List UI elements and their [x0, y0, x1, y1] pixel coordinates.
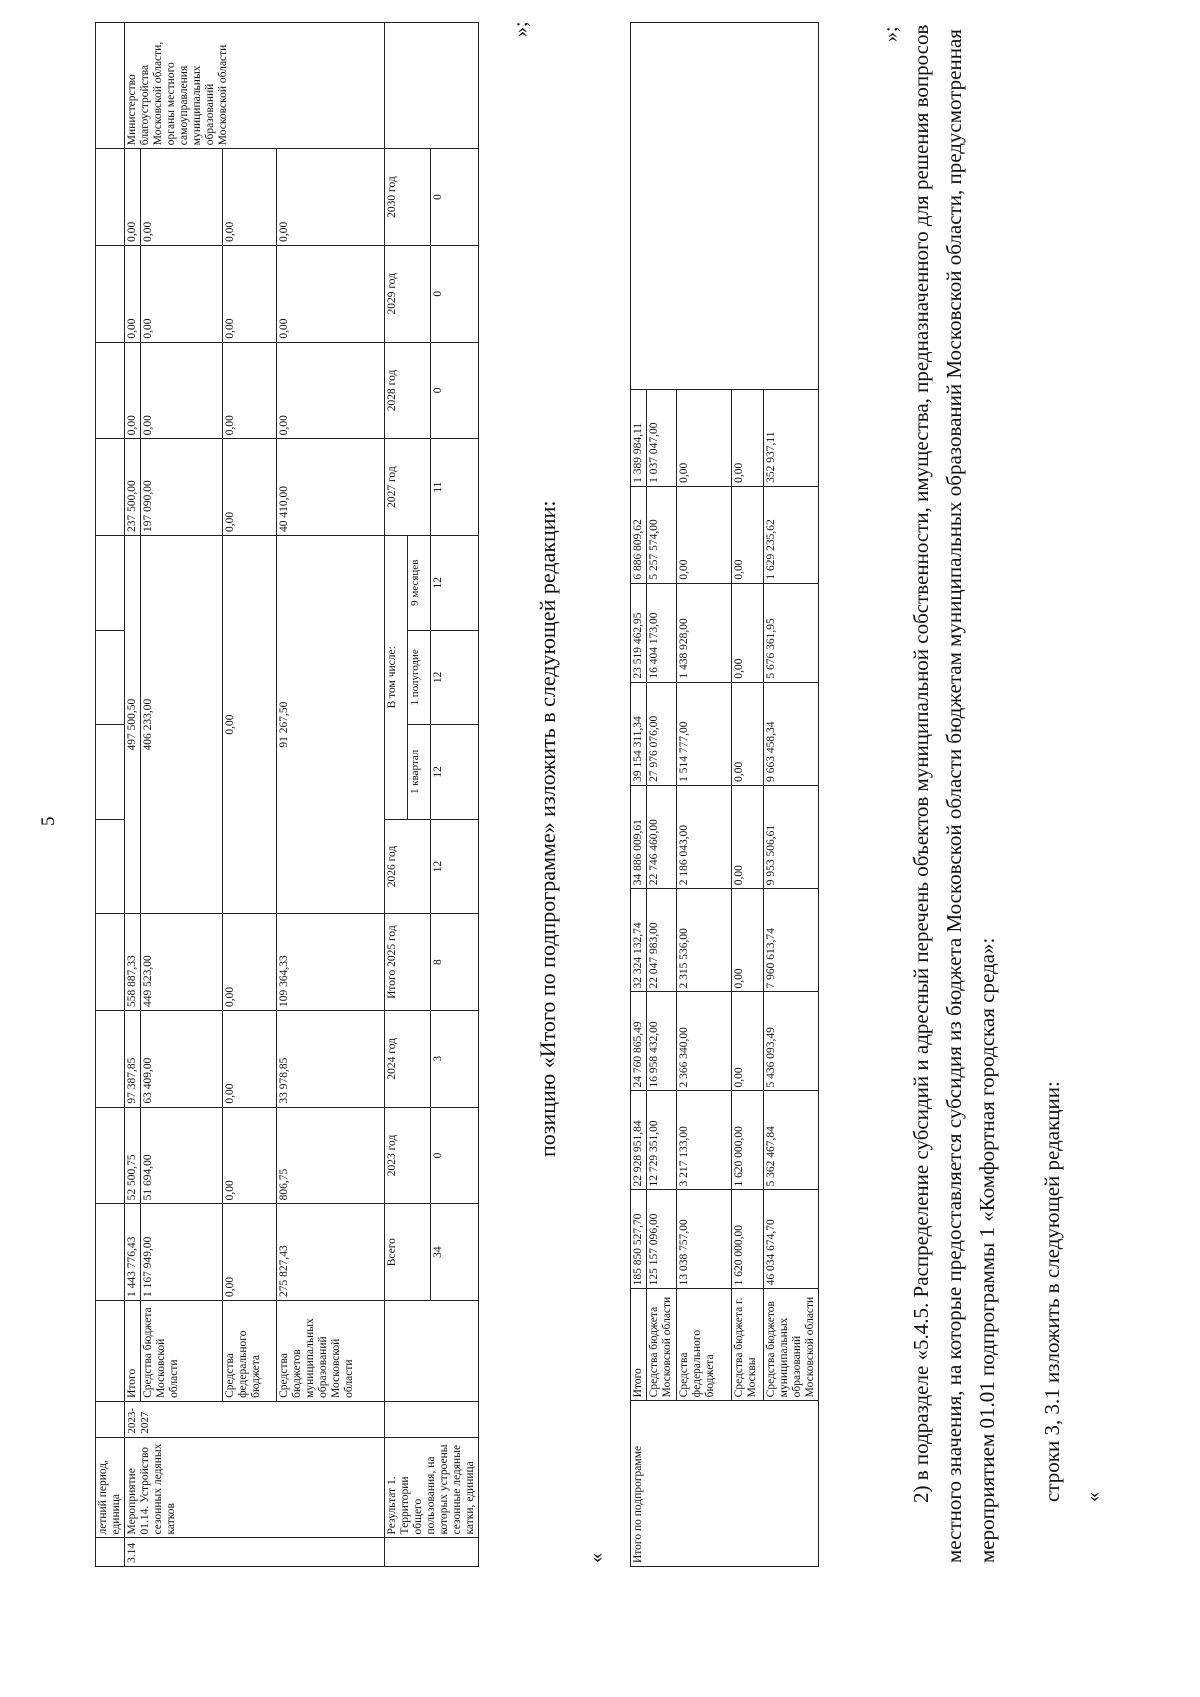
- cell: 0,00: [125, 342, 141, 439]
- funding-label: Средства федерального бюджета: [223, 1301, 277, 1402]
- cell: 1 037 047,00: [647, 389, 677, 486]
- cell: 3 217 133,00: [677, 1091, 732, 1190]
- cell: 406 233,00: [141, 535, 223, 913]
- cell: 34: [431, 1204, 479, 1301]
- cell: 13 038 757,00: [677, 1190, 732, 1289]
- header-fragment: летний период, единица: [96, 1437, 125, 1538]
- cell: 1 389 984,11: [631, 389, 647, 486]
- funding-label: Средства бюджета Московской области: [141, 1301, 223, 1402]
- header-cell: 2030 год: [385, 149, 431, 246]
- cell: 7 960 613,74: [764, 889, 819, 992]
- cell: 0,00: [223, 342, 277, 439]
- cell: 0,00: [223, 439, 277, 536]
- cell: 27 976 076,00: [647, 682, 677, 785]
- cell: 352 937,11: [764, 389, 819, 486]
- cell: 0,00: [223, 914, 277, 1011]
- header-cell: 9 месяцев: [408, 535, 431, 630]
- cell: 1 514 777,00: [677, 682, 732, 785]
- funding-label: Средства бюджетов муниципальных образований Московской области: [277, 1301, 385, 1402]
- cell: 46 034 674,70: [764, 1190, 819, 1289]
- cell: 5 676 361,95: [764, 583, 819, 682]
- event-period: 2023-2027: [125, 1401, 385, 1437]
- cell: 237 500,00: [125, 439, 141, 536]
- page-number: 5: [38, 816, 59, 826]
- responsible: Министерство благоустройства Московской области, органы местного самоуправления муниципальных образований Московской области: [125, 23, 385, 149]
- cell: 33 978,85: [277, 1010, 385, 1107]
- cell: 91 267,50: [277, 535, 385, 913]
- cell: 1 620 000,00: [732, 1190, 764, 1289]
- cell: 16 958 432,00: [647, 992, 677, 1091]
- cell: 0,00: [141, 342, 223, 439]
- cell: 1 629 235,62: [764, 486, 819, 583]
- header-cell: Всего: [385, 1204, 431, 1301]
- cell: 23 519 462,95: [631, 583, 647, 682]
- end-mark-2: »;: [880, 26, 902, 42]
- event-name: Мероприятие 01.14. Устройство сезонных ледяных катков: [125, 1437, 385, 1538]
- cell: 558 887,33: [125, 914, 141, 1011]
- cell: 0,00: [223, 149, 277, 246]
- cell: 0: [431, 1107, 479, 1204]
- open-quote-2: «: [1082, 1492, 1104, 1502]
- funding-label: Средства федерального бюджета: [677, 1289, 732, 1401]
- cell: 8: [431, 914, 479, 1011]
- cell: 12: [431, 725, 479, 820]
- header-cell: 2023 год: [385, 1107, 431, 1204]
- cell: 16 404 173,00: [647, 583, 677, 682]
- funding-label: Средства бюджета Московской области: [647, 1289, 677, 1401]
- cell: 0,00: [223, 1010, 277, 1107]
- cell: 2 366 340,00: [677, 992, 732, 1091]
- cell: 197 090,00: [141, 439, 223, 536]
- cell: 5 362 467,84: [764, 1091, 819, 1190]
- cell: 0,00: [223, 1107, 277, 1204]
- row-id: 3.14: [125, 1538, 385, 1567]
- cell: 2 186 043,00: [677, 785, 732, 888]
- cell: 0,00: [223, 245, 277, 342]
- funding-label: Итого: [631, 1289, 647, 1401]
- cell: 0,00: [732, 486, 764, 583]
- header-cell: 1 квартал: [408, 725, 431, 820]
- cell: 0,00: [677, 389, 732, 486]
- cell: 0,00: [277, 149, 385, 246]
- cell: 185 850 527,70: [631, 1190, 647, 1289]
- cell: 0: [431, 342, 479, 439]
- cell: 63 409,00: [141, 1010, 223, 1107]
- cell: 0,00: [125, 245, 141, 342]
- funding-label: Итого: [125, 1301, 141, 1402]
- header-cell: 2027 год: [385, 439, 431, 536]
- cell: 24 760 865,49: [631, 992, 647, 1091]
- cell: 0,00: [223, 535, 277, 913]
- cell: 39 154 311,34: [631, 682, 647, 785]
- cell: 40 410,00: [277, 439, 385, 536]
- cell: 0,00: [277, 342, 385, 439]
- header-cell: 2026 год: [385, 819, 431, 914]
- paragraph: 2) в подразделе «5.4.5. Распределение субсидий и адресный перечень объектов муниципальной собственности, имущества, предназначенного для решения вопросов местного значения, на которые предоставляется субсидия из бюджета Московской области бюджетам муниципальных образований Московской области, предусмотренная мероприятием 01.01 подпрограммы 1 «Комфортная городская среда»:: [909, 24, 999, 1563]
- cell: 1 620 000,00: [732, 1091, 764, 1190]
- cell: 1 438 928,00: [677, 583, 732, 682]
- cell: 52 500,75: [125, 1107, 141, 1204]
- subprogram-total-table: [630, 22, 819, 1567]
- cell: 0,00: [141, 245, 223, 342]
- cell: 125 157 096,00: [647, 1190, 677, 1289]
- header-cell: 2028 год: [385, 342, 431, 439]
- cell: 0,00: [141, 149, 223, 246]
- cell: 9 953 506,61: [764, 785, 819, 888]
- header-cell: Итого 2025 год: [385, 914, 431, 1011]
- cell: 109 364,33: [277, 914, 385, 1011]
- cell: 34 886 009,61: [631, 785, 647, 888]
- cell: 32 324 132,74: [631, 889, 647, 992]
- cell: 12: [431, 630, 479, 725]
- cell: 11: [431, 439, 479, 536]
- cell: 6 886 809,62: [631, 486, 647, 583]
- header-cell: 2024 год: [385, 1010, 431, 1107]
- cell: 1 443 776,43: [125, 1204, 141, 1301]
- cell: 0,00: [125, 149, 141, 246]
- instruction-line-2: строки 3, 3.1 изложить в следующей редакции:: [1040, 1081, 1064, 1502]
- cell: 0,00: [732, 785, 764, 888]
- funding-label: Средства бюджета г. Москвы: [732, 1289, 764, 1401]
- cell: 22 746 460,00: [647, 785, 677, 888]
- cell: 1 167 949,00: [141, 1204, 223, 1301]
- end-mark: »;: [510, 21, 532, 37]
- header-cell: В том числе:: [385, 535, 408, 819]
- open-quote: «: [585, 1553, 607, 1563]
- cell: 0,00: [732, 889, 764, 992]
- cell: 51 694,00: [141, 1107, 223, 1204]
- cell: 97 387,85: [125, 1010, 141, 1107]
- cell: 5 257 574,00: [647, 486, 677, 583]
- cell: 0,00: [223, 1204, 277, 1301]
- cell: 275 827,43: [277, 1204, 385, 1301]
- cell: 0,00: [732, 682, 764, 785]
- instruction-line: позицию «Итого по подпрограмме» изложить в следующей редакции:: [535, 500, 560, 1157]
- event-table: [95, 22, 479, 1567]
- cell: 497 500,50: [125, 535, 141, 913]
- cell: 12: [431, 819, 479, 914]
- cell: 9 663 458,34: [764, 682, 819, 785]
- header-cell: 2029 год: [385, 245, 431, 342]
- cell: 12: [431, 535, 479, 630]
- cell: 12 729 351,00: [647, 1091, 677, 1190]
- cell: 0,00: [732, 389, 764, 486]
- cell: 0,00: [677, 486, 732, 583]
- cell: 806,75: [277, 1107, 385, 1204]
- cell: 3: [431, 1010, 479, 1107]
- cell: 22 928 951,84: [631, 1091, 647, 1190]
- cell: 0: [431, 149, 479, 246]
- result-label: Результат 1. Территории общего пользования, на которых устроены сезонные ледяные катки, единица: [385, 1437, 479, 1538]
- cell: 0: [431, 245, 479, 342]
- cell: 0,00: [732, 992, 764, 1091]
- cell: 449 523,00: [141, 914, 223, 1011]
- cell: 0,00: [732, 583, 764, 682]
- cell: 2 315 536,00: [677, 889, 732, 992]
- funding-label: Средства бюджетов муниципальных образований Московской области: [764, 1289, 819, 1401]
- subprogram-label: Итого по подпрограмме: [631, 1401, 819, 1567]
- cell: 0,00: [277, 245, 385, 342]
- cell: 22 047 983,00: [647, 889, 677, 992]
- header-cell: 1 полугодие: [408, 630, 431, 725]
- cell: 5 436 093,49: [764, 992, 819, 1091]
